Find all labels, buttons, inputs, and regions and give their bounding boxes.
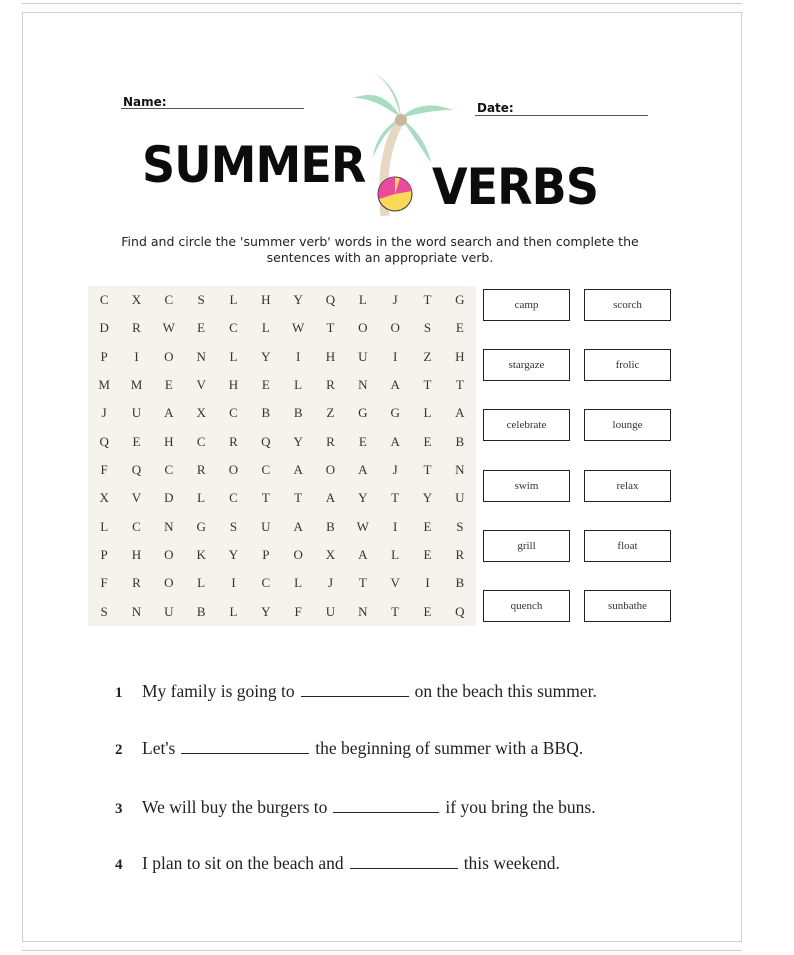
grid-letter[interactable]: L — [197, 490, 206, 506]
name-label: Name: — [123, 95, 167, 109]
answer-blank[interactable] — [350, 867, 458, 869]
grid-letter[interactable]: X — [196, 405, 206, 421]
next-page-edge — [22, 950, 742, 951]
grid-letter[interactable]: Q — [131, 462, 142, 478]
grid-letter[interactable]: A — [390, 433, 400, 449]
grid-letter[interactable]: E — [423, 547, 432, 563]
grid-letter[interactable]: U — [164, 603, 174, 619]
grid-letter[interactable]: H — [164, 433, 174, 449]
grid-letter[interactable]: B — [261, 405, 271, 421]
grid-letter[interactable]: P — [100, 348, 108, 364]
grid-letter[interactable]: B — [455, 433, 465, 449]
grid-letter[interactable]: A — [325, 490, 336, 506]
word-box: grill — [483, 530, 570, 562]
grid-letter[interactable]: C — [261, 575, 271, 591]
grid-letter[interactable]: D — [164, 490, 174, 506]
grid-letter[interactable]: D — [99, 320, 109, 336]
grid-letter[interactable]: R — [132, 575, 141, 591]
sentence-2 — [115, 738, 583, 759]
word-box: scorch — [584, 289, 671, 321]
grid-letter[interactable]: R — [326, 377, 335, 393]
grid-letter[interactable]: T — [423, 462, 432, 478]
grid-letter[interactable]: A — [455, 405, 465, 421]
sentence-end: the beginning of summer with a BBQ. — [315, 738, 584, 758]
grid-letter[interactable]: L — [229, 348, 238, 364]
grid-letter[interactable]: Q — [261, 433, 271, 449]
grid-letter[interactable]: T — [391, 603, 400, 619]
grid-letter[interactable]: G — [196, 518, 206, 534]
grid-letter[interactable]: L — [423, 405, 432, 421]
grid-letter[interactable]: E — [197, 320, 206, 336]
grid-letter[interactable]: E — [423, 518, 432, 534]
word-box: stargaze — [483, 349, 570, 381]
grid-letter[interactable]: J — [327, 575, 334, 591]
grid-letter[interactable]: O — [164, 575, 174, 591]
grid-letter[interactable]: G — [455, 292, 465, 308]
grid-letter[interactable]: X — [325, 547, 336, 563]
sentence-number: 2 — [115, 742, 123, 758]
grid-letter[interactable]: L — [294, 377, 303, 393]
grid-letter[interactable]: L — [294, 575, 303, 591]
sentence-3 — [115, 797, 596, 818]
grid-letter[interactable]: F — [100, 575, 108, 591]
sentence-number: 3 — [115, 801, 123, 817]
grid-letter[interactable]: R — [326, 433, 335, 449]
grid-letter[interactable]: N — [131, 603, 142, 619]
grid-letter[interactable]: C — [164, 292, 174, 308]
instructions: Find and circle the 'summer verb' words in the word search and then complete the sentences with an appropriate verb. — [121, 234, 639, 265]
grid-letter[interactable]: S — [100, 603, 108, 619]
grid-letter[interactable]: H — [228, 377, 239, 393]
word-box: camp — [483, 289, 570, 321]
grid-letter[interactable]: T — [423, 377, 432, 393]
grid-letter[interactable]: E — [164, 377, 173, 393]
sentence-1 — [115, 681, 597, 702]
title-summer: SUMMER — [142, 136, 366, 194]
grid-letter[interactable]: J — [101, 405, 107, 421]
grid-letter[interactable]: C — [261, 462, 271, 478]
grid-letter[interactable]: C — [164, 462, 174, 478]
grid-letter[interactable]: G — [390, 405, 400, 421]
grid-letter[interactable]: U — [455, 490, 465, 506]
grid-letter[interactable]: C — [99, 292, 109, 308]
sentence-number: 4 — [115, 857, 123, 873]
grid-letter[interactable]: W — [292, 320, 305, 336]
grid-letter[interactable]: Y — [422, 490, 433, 506]
grid-letter[interactable]: L — [100, 518, 109, 534]
grid-letter[interactable]: O — [325, 462, 336, 478]
grid-letter[interactable]: C — [229, 490, 238, 506]
grid-letter[interactable]: X — [131, 292, 142, 308]
grid-letter[interactable]: K — [196, 547, 206, 563]
grid-letter[interactable]: C — [229, 320, 238, 336]
grid-letter[interactable]: S — [197, 292, 205, 308]
grid-letter[interactable]: I — [295, 348, 301, 364]
grid-letter[interactable]: Y — [293, 292, 303, 308]
grid-letter[interactable]: W — [162, 320, 175, 336]
sentence-4 — [115, 853, 560, 874]
grid-letter[interactable]: M — [130, 377, 143, 393]
grid-letter[interactable]: E — [261, 377, 270, 393]
grid-letter[interactable]: O — [293, 547, 303, 563]
grid-letter[interactable]: U — [131, 405, 142, 421]
grid-letter[interactable]: Y — [261, 603, 271, 619]
grid-letter[interactable]: R — [229, 433, 238, 449]
grid-letter[interactable]: T — [294, 490, 303, 506]
grid-letter[interactable]: P — [100, 547, 108, 563]
grid-letter[interactable]: A — [293, 518, 303, 534]
sentence-end: this weekend. — [463, 853, 560, 873]
previous-page-edge — [22, 0, 742, 4]
grid-letter[interactable]: P — [262, 547, 270, 563]
grid-letter[interactable]: L — [229, 292, 238, 308]
grid-letter[interactable]: I — [392, 348, 398, 364]
grid-letter[interactable]: I — [231, 575, 236, 591]
grid-letter[interactable]: E — [455, 320, 464, 336]
grid-letter[interactable]: Y — [261, 348, 271, 364]
grid-letter[interactable]: T — [423, 292, 432, 308]
grid-letter[interactable]: V — [131, 490, 142, 506]
date-label: Date: — [477, 101, 514, 115]
grid-letter[interactable]: B — [196, 603, 206, 619]
grid-letter[interactable]: I — [425, 575, 430, 591]
grid-letter[interactable]: L — [229, 603, 238, 619]
grid-letter[interactable]: R — [455, 547, 465, 563]
grid-letter[interactable]: N — [358, 603, 368, 619]
grid-letter[interactable]: E — [358, 433, 367, 449]
grid-letter[interactable]: U — [358, 348, 368, 364]
grid-letter[interactable]: U — [261, 518, 271, 534]
grid-letter[interactable]: J — [392, 462, 398, 478]
sentence-end: if you bring the buns. — [445, 797, 596, 817]
grid-letter[interactable]: T — [358, 575, 367, 591]
grid-letter[interactable]: H — [455, 348, 465, 364]
sentence-end: on the beach this summer. — [414, 681, 597, 701]
grid-letter[interactable]: L — [261, 320, 270, 336]
grid-letter[interactable]: F — [100, 462, 108, 478]
name-field-line[interactable] — [121, 108, 304, 109]
grid-letter[interactable]: V — [196, 377, 206, 393]
grid-letter[interactable]: C — [132, 518, 141, 534]
grid-letter[interactable]: L — [197, 575, 206, 591]
grid-letter[interactable]: Y — [293, 433, 303, 449]
grid-letter[interactable]: N — [164, 518, 174, 534]
sentence-number: 1 — [115, 685, 123, 701]
grid-letter[interactable]: T — [391, 490, 400, 506]
grid-letter[interactable]: Z — [326, 405, 335, 421]
grid-letter[interactable]: U — [325, 603, 336, 619]
grid-letter[interactable]: W — [356, 518, 369, 534]
grid-letter[interactable]: H — [261, 292, 271, 308]
grid-letter[interactable]: Z — [423, 348, 432, 364]
grid-letter[interactable]: E — [423, 433, 432, 449]
sentence-start: Let's — [142, 738, 176, 758]
grid-letter[interactable]: N — [358, 377, 368, 393]
grid-letter[interactable]: E — [132, 433, 141, 449]
grid-letter[interactable]: X — [99, 490, 109, 506]
grid-letter[interactable]: A — [358, 547, 368, 563]
grid-letter[interactable]: C — [229, 405, 238, 421]
grid-letter[interactable]: L — [391, 547, 400, 563]
word-box: lounge — [584, 409, 671, 441]
word-box: sunbathe — [584, 590, 671, 622]
grid-letter[interactable]: O — [228, 462, 239, 478]
grid-letter[interactable]: M — [98, 377, 110, 393]
sentence-start: My family is going to — [142, 681, 295, 701]
word-box: swim — [483, 470, 570, 502]
grid-letter[interactable]: V — [390, 575, 400, 591]
grid-letter[interactable]: A — [293, 462, 303, 478]
grid-letter[interactable]: Q — [325, 292, 336, 308]
grid-letter[interactable]: O — [358, 320, 368, 336]
word-box: celebrate — [483, 409, 570, 441]
grid-letter[interactable]: E — [423, 603, 432, 619]
grid-letter[interactable]: J — [392, 292, 398, 308]
grid-letter[interactable]: C — [196, 433, 206, 449]
grid-letter[interactable]: N — [455, 462, 465, 478]
grid-letter[interactable]: L — [358, 292, 367, 308]
grid-letter[interactable]: F — [294, 603, 302, 619]
title-verbs: VERBS — [432, 158, 599, 216]
grid-letter[interactable]: T — [326, 320, 335, 336]
answer-blank[interactable] — [181, 752, 309, 754]
word-search-grid — [88, 286, 476, 626]
grid-letter[interactable]: O — [390, 320, 400, 336]
grid-letter[interactable]: B — [293, 405, 303, 421]
grid-letter[interactable]: B — [326, 518, 335, 534]
grid-letter[interactable]: O — [164, 547, 174, 563]
word-box: quench — [483, 590, 570, 622]
grid-letter[interactable]: S — [229, 518, 238, 534]
grid-letter[interactable]: Q — [99, 433, 109, 449]
grid-letter[interactable]: A — [358, 462, 368, 478]
word-box: relax — [584, 470, 671, 502]
word-box: float — [584, 530, 671, 562]
date-field-line[interactable] — [475, 115, 648, 116]
grid-letter[interactable]: I — [392, 518, 398, 534]
grid-letter[interactable]: I — [134, 348, 139, 364]
grid-letter[interactable]: Y — [228, 547, 239, 563]
grid-letter[interactable]: R — [132, 320, 141, 336]
grid-letter[interactable]: B — [455, 575, 465, 591]
sentence-start: We will buy the burgers to — [142, 797, 328, 817]
grid-letter[interactable]: H — [131, 547, 142, 563]
answer-blank[interactable] — [301, 695, 409, 697]
grid-letter[interactable]: T — [261, 490, 270, 506]
grid-letter[interactable]: T — [455, 377, 464, 393]
grid-letter[interactable]: H — [325, 348, 336, 364]
grid-letter[interactable]: Y — [358, 490, 368, 506]
sentence-start: I plan to sit on the beach and — [142, 853, 344, 873]
grid-letter[interactable]: A — [164, 405, 174, 421]
grid-letter[interactable]: S — [456, 518, 464, 534]
grid-letter[interactable]: Q — [455, 603, 465, 619]
answer-blank[interactable] — [333, 811, 439, 813]
word-box: frolic — [584, 349, 671, 381]
grid-letter[interactable]: O — [164, 348, 174, 364]
grid-letter[interactable]: S — [423, 320, 432, 336]
grid-letter[interactable]: N — [196, 348, 206, 364]
grid-letter[interactable]: A — [390, 377, 400, 393]
grid-letter[interactable]: G — [358, 405, 368, 421]
grid-letter[interactable]: R — [196, 462, 206, 478]
beach-ball-icon — [376, 175, 414, 213]
